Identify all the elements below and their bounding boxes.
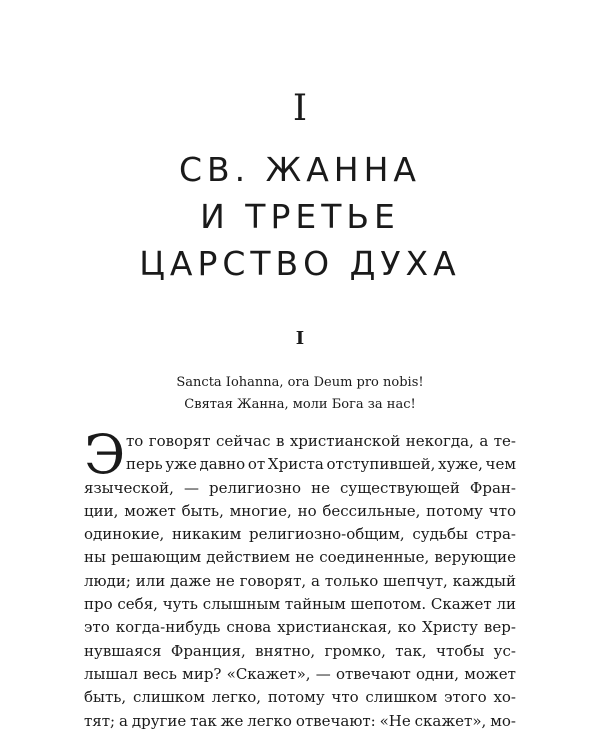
- chapter-title-line: И ТРЕТЬЕ: [200, 197, 400, 236]
- body-line: одинокие, никаким религиозно-общим, судьбы стра-: [84, 525, 516, 544]
- body-line: ны решающим действием не соединенные, верующие: [84, 548, 516, 567]
- body-text: [84, 423, 516, 733]
- chapter-title-line: СВ. ЖАННА: [179, 150, 421, 189]
- body-line: лышал весь мир? «Скажет», — отвечают одни, может: [84, 664, 516, 683]
- body-line: про себя, чуть слышным тайным шепотом. Скажет ли: [84, 595, 516, 614]
- epigraph-russian: Святая Жанна, моли Бога за нас!: [184, 397, 416, 412]
- body-line: тят; а другие так же легко отвечают: «Не скажет», мо-: [84, 711, 516, 730]
- drop-cap: Э: [84, 423, 126, 486]
- body-line: ции, может быть, многие, но бессильные, потому что: [84, 501, 516, 520]
- chapter-title: [0, 146, 600, 287]
- body-line: люди; или даже не говорят, а только шепчут, каждый: [84, 571, 516, 590]
- body-line: перь уже давно от Христа отступившей, хуже, чем: [126, 455, 516, 474]
- part-numeral: I: [292, 88, 308, 129]
- body-line: это когда-нибудь снова христианская, ко Христу вер-: [84, 618, 516, 637]
- body-line: нувшаяся Франция, внятно, громко, так, чтобы ус-: [84, 641, 516, 660]
- chapter-title-line: ЦАРСТВО ДУХА: [139, 244, 461, 283]
- epigraph-latin: Sancta Iohanna, ora Deum pro nobis!: [176, 375, 424, 390]
- body-line: быть, слишком легко, потому что слишком этого хо-: [84, 688, 516, 707]
- epigraph: [0, 372, 600, 416]
- body-line: то говорят сейчас в христианской некогда, а те-: [126, 432, 516, 450]
- section-numeral: I: [295, 328, 305, 349]
- body-line: языческой, — религиозно не существующей Фран-: [84, 478, 516, 497]
